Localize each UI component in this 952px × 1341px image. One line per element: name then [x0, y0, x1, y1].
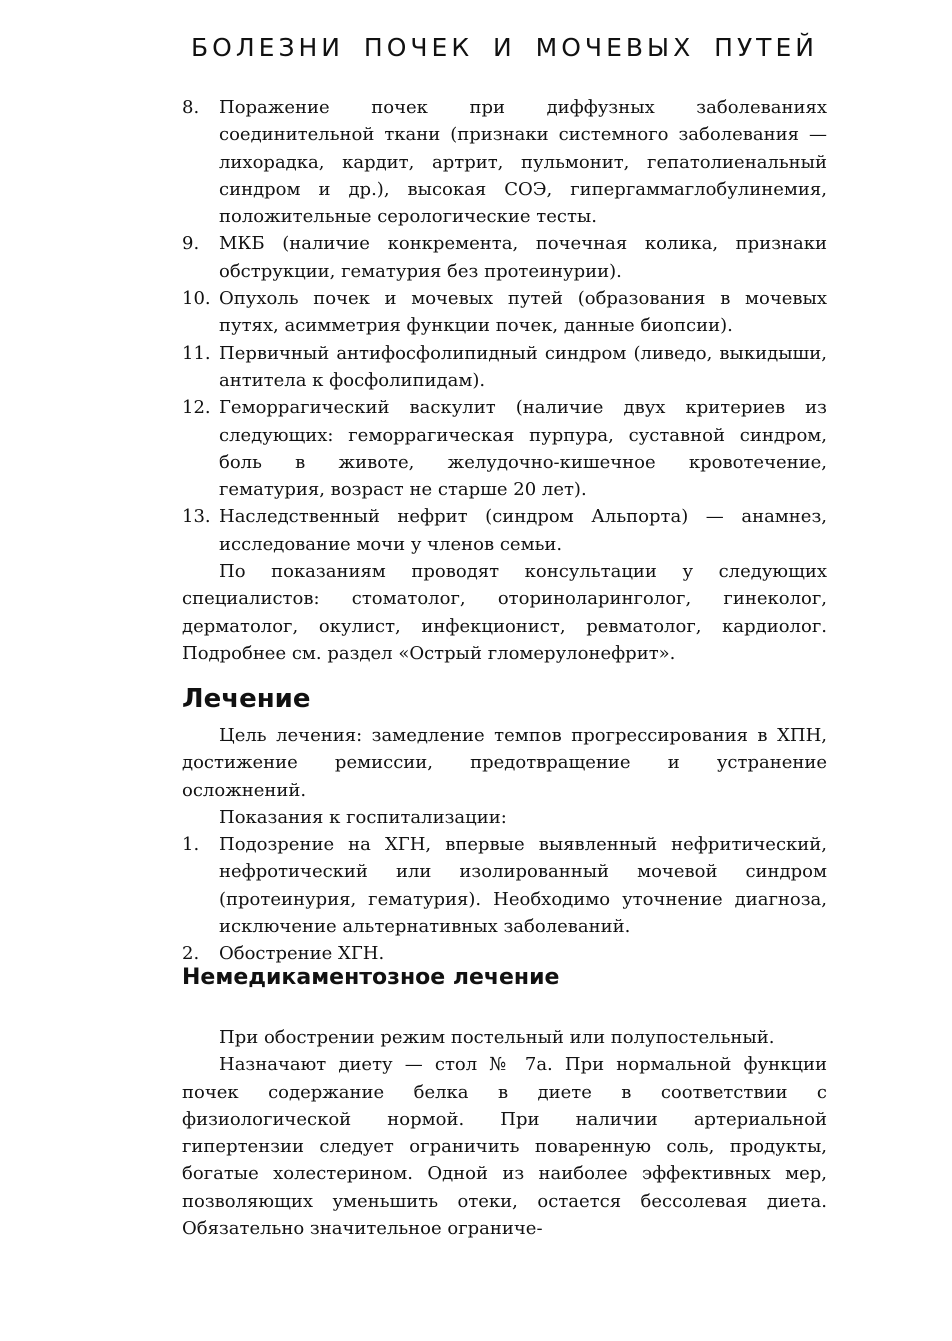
list-item-text: Геморрагический васкулит (наличие двух критериев из следующих: геморрагическая пурпура, суставной синдром, боль в животе, желудочно-кишечное кровотечение, гематурия, возраст не старше 20 лет). — [219, 397, 827, 501]
list-item-text: Опухоль почек и мочевых путей (образования в мочевых путях, асимметрия функции почек, данные биопсии). — [219, 288, 827, 337]
list-item — [182, 285, 827, 340]
hospitalization-intro: Показания к госпитализации: — [219, 806, 507, 828]
section-heading-nondrug: Немедикаментозное лечение — [182, 965, 560, 990]
treatment-goal-paragraph: Цель лечения: замедление темпов прогрессирования в ХПН, достижение ремиссии, предотвращение и устранение осложнений. — [182, 725, 827, 801]
list-item-text: Первичный антифосфолипидный синдром (ливедо, выкидыши, антитела к фосфолипидам). — [219, 342, 827, 391]
list-item — [182, 230, 827, 285]
treatment-block — [182, 722, 827, 968]
differential-list — [182, 94, 827, 558]
running-head: БОЛЕЗНИ ПОЧЕК И МОЧЕВЫХ ПУТЕЙ — [191, 33, 818, 62]
list-item-number: 10. — [182, 288, 211, 310]
list-item — [182, 394, 827, 503]
list-item-text: Поражение почек при диффузных заболеваниях соединительной ткани (признаки системного заболевания — лихорадка, кардит, артрит, пульмонит, гепатолиенальный синдром и др.), высокая СОЭ, гипергаммаглобулинемия, положительные серологические тесты. — [219, 97, 827, 228]
list-item-text: Наследственный нефрит (синдром Альпорта) — анамнез, исследование мочи у членов семьи. — [219, 506, 827, 555]
hospitalization-list — [182, 831, 827, 967]
consult-paragraph: По показаниям проводят консультации у следующих специалистов: стоматолог, оториноларинголог, гинеколог, дерматолог, окулист, инфекционист, ревматолог, кардиолог. Подробнее см. раздел «Острый гломерулонефрит». — [182, 561, 827, 664]
list-item-text: МКБ (наличие конкремента, почечная колика, признаки обструкции, гематурия без протеинурии). — [219, 233, 827, 282]
list-item-number: 1. — [182, 834, 200, 856]
list-item-number: 12. — [182, 397, 211, 419]
list-item-number: 11. — [182, 342, 211, 364]
nondrug-block — [182, 1024, 827, 1242]
list-item-number: 2. — [182, 943, 200, 965]
regimen-paragraph: При обострении режим постельный или полупостельный. — [219, 1027, 775, 1048]
diet-paragraph: Назначают диету — стол № 7а. При нормальной функции почек содержание белка в диете в соответствии с физиологической нормой. При наличии артериальной гипертензии следует ограничить поваренную соль, продукты, богатые холестерином. Одной из наиболее эффективных мер, позволяющих уменьшить отеки, остается бессолевая диета. Обязательно значительное ограниче- — [182, 1054, 827, 1240]
list-item — [182, 503, 827, 558]
list-item-text: Обострение ХГН. — [219, 943, 385, 965]
list-item-number: 9. — [182, 233, 200, 255]
list-item — [182, 340, 827, 395]
list-item-number: 8. — [182, 97, 200, 118]
differential-diagnosis-block — [182, 94, 827, 667]
list-item — [182, 94, 827, 230]
list-item-text: Подозрение на ХГН, впервые выявленный нефритический, нефротический или изолированный мочевой синдром (протеинурия, гематурия). Необходимо уточнение диагноза, исключение альтернативных заболеваний. — [219, 834, 827, 938]
list-item — [182, 831, 827, 940]
list-item-number: 13. — [182, 506, 211, 528]
section-heading-treatment: Лечение — [182, 684, 311, 714]
